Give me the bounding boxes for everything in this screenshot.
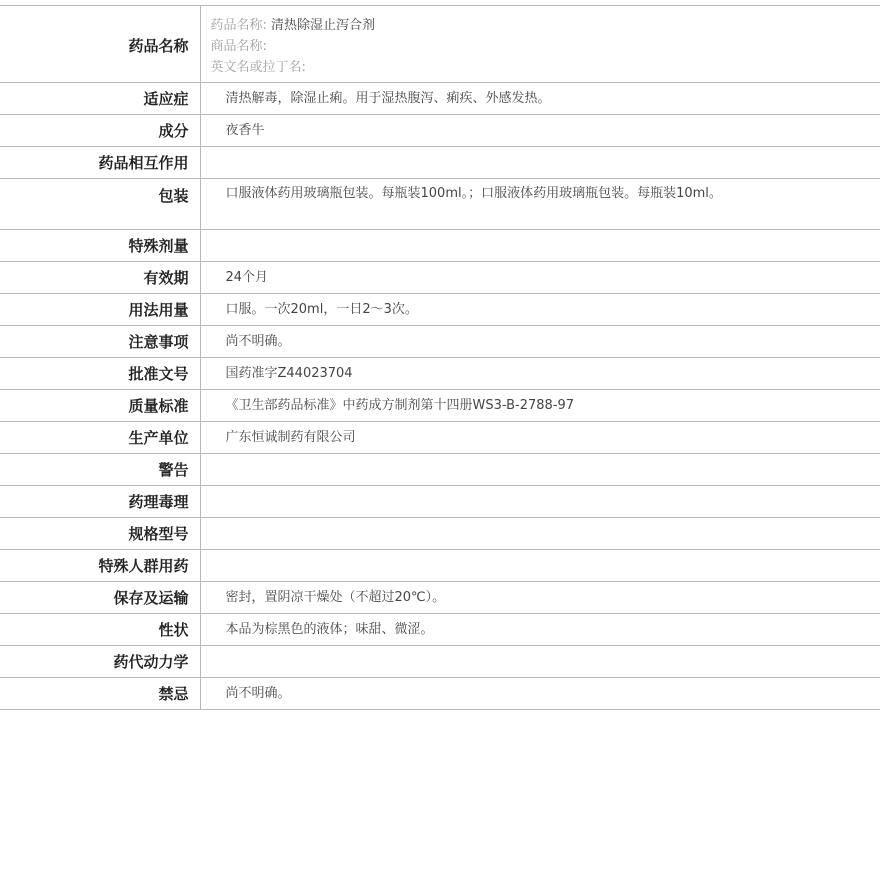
row-value: 密封，置阴凉干燥处（不超过20℃）。 [200,582,880,614]
table-row-pharmacokinetics [0,646,880,678]
table-row-interactions [0,147,880,179]
trade-name-key: 商品名称: [210,39,267,54]
table-row-approval-number [0,358,880,390]
english-name-line [211,57,761,78]
row-label: 药理毒理 [0,486,200,518]
row-label: 药品名称 [0,6,200,83]
table-row-warnings [0,454,880,486]
row-label: 注意事项 [0,326,200,358]
drug-info-table [0,5,880,710]
table-row-contraindications [0,678,880,710]
row-label: 质量标准 [0,390,200,422]
row-value [200,486,880,518]
table-row-pharmacology [0,486,880,518]
table-row-precautions [0,326,880,358]
row-label: 用法用量 [0,294,200,326]
table-row-shelf-life [0,262,880,294]
row-label: 特殊人群用药 [0,550,200,582]
row-label: 生产单位 [0,422,200,454]
generic-name-key: 药品名称: [210,18,267,33]
row-label: 规格型号 [0,518,200,550]
table-row-special-populations [0,550,880,582]
generic-name-value: 清热除湿止泻合剂 [271,18,376,33]
row-value: 口服。一次20ml，一日2～3次。 [200,294,880,326]
row-label: 性状 [0,614,200,646]
drug-info-sheet [0,5,880,710]
table-row-dosage [0,294,880,326]
row-value [200,646,880,678]
row-label: 保存及运输 [0,582,200,614]
table-row-appearance [0,614,880,646]
row-value [200,230,880,262]
row-value [200,518,880,550]
english-name-key: 英文名或拉丁名: [210,60,306,75]
row-label: 批准文号 [0,358,200,390]
generic-name-line [211,15,761,36]
row-label: 包装 [0,179,200,230]
drug-name-values [200,6,880,83]
table-row-drug-name [0,6,880,83]
row-label: 警告 [0,454,200,486]
row-value: 24个月 [200,262,880,294]
row-label: 有效期 [0,262,200,294]
table-row-quality-standard [0,390,880,422]
row-label: 禁忌 [0,678,200,710]
row-value [200,454,880,486]
row-value: 广东恒诚制药有限公司 [200,422,880,454]
row-value [200,147,880,179]
row-value: 尚不明确。 [200,326,880,358]
table-row-ingredients [0,115,880,147]
row-value: 清热解毒，除湿止痢。用于湿热腹泻、痢疾、外感发热。 [200,83,880,115]
table-row-storage [0,582,880,614]
row-label: 药品相互作用 [0,147,200,179]
row-label: 成分 [0,115,200,147]
row-label: 适应症 [0,83,200,115]
row-value: 尚不明确。 [200,678,880,710]
table-row-packaging [0,179,880,230]
row-value: 本品为棕黑色的液体；味甜、微涩。 [200,614,880,646]
table-row-manufacturer [0,422,880,454]
row-value: 国药准字Z44023704 [200,358,880,390]
row-label: 药代动力学 [0,646,200,678]
row-value: 《卫生部药品标准》中药成方制剂第十四册WS3-B-2788-97 [200,390,880,422]
row-value: 口服液体药用玻璃瓶包装。每瓶装100ml。；口服液体药用玻璃瓶包装。每瓶装10ml。 [200,179,880,230]
table-row-indications [0,83,880,115]
table-row-specification [0,518,880,550]
trade-name-line [211,36,761,57]
row-label: 特殊剂量 [0,230,200,262]
row-value: 夜香牛 [200,115,880,147]
table-row-special-dosage [0,230,880,262]
row-value [200,550,880,582]
